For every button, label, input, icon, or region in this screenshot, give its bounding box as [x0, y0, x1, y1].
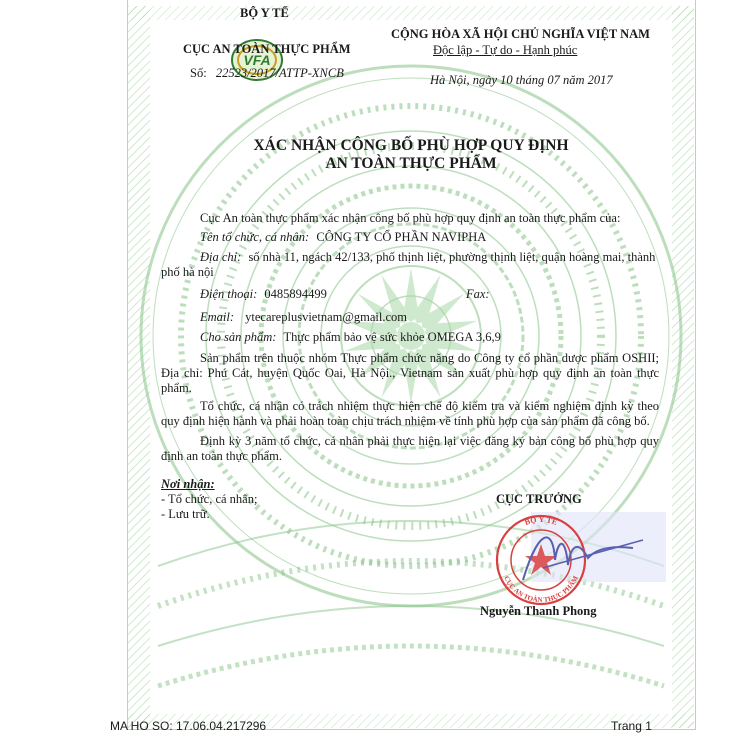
- page-border-right: [695, 0, 696, 730]
- phone-label: Điện thoại:: [200, 287, 258, 301]
- document-number: [190, 66, 344, 81]
- official-seal: [483, 510, 668, 610]
- email-label: Email:: [200, 310, 235, 324]
- address-value-line-2: phố hà nội: [161, 265, 214, 279]
- dossier-number: MA HO SO: 17.06.04.217296: [110, 719, 267, 733]
- organization-row: [200, 230, 486, 245]
- recipients-label: Nơi nhận:: [161, 477, 215, 491]
- email-row: [200, 310, 407, 325]
- signer-title: CỤC TRƯỞNG: [496, 492, 582, 506]
- email-value: ytecareplusvietnam@gmail.com: [245, 310, 407, 324]
- phone-row: [200, 287, 327, 302]
- product-value: Thực phẩm bảo vệ sức khỏe OMEGA 3,6,9: [283, 330, 501, 344]
- organization-value: CÔNG TY CỔ PHẦN NAVIPHA: [316, 230, 487, 244]
- intro-text: Cục An toàn thực phẩm xác nhận công bố phù hợp quy định an toàn thực phẩm của:: [200, 211, 621, 225]
- paragraph-manufacturer: Sản phẩm trên thuộc nhóm Thực phẩm chức năng do Công ty cổ phần dược phẩm OSHII; Địa chỉ: Phú Cát, huyện Quốc Oai, Hà Nội., Vietnam sản xuất phù hợp quy định an toàn thực phẩm.: [161, 351, 659, 395]
- department-name: CỤC AN TOÀN THỰC PHẨM: [183, 42, 351, 56]
- paragraph-responsibility: Tổ chức, cá nhân có trách nhiệm thực hiện chế độ kiểm tra và kiểm nghiệm định kỳ theo quy định hiện hành và phải hoàn toàn chịu trách nhiệm về tính phù hợp của sản phẩm đã công bố.: [161, 399, 659, 428]
- recipient-item: - Tổ chức, cá nhân;: [161, 492, 258, 506]
- national-motto: Độc lập - Tự do - Hạnh phúc: [433, 43, 578, 57]
- address-label: Địa chỉ:: [200, 250, 242, 264]
- paragraph-renewal: Định kỳ 3 năm tổ chức, cá nhân phải thực hiện lại việc đăng ký bản công bố phù hợp quy định an toàn thực phẩm.: [161, 434, 659, 463]
- certificate-page: [128, 6, 694, 728]
- title-line-2: AN TOÀN THỰC PHẨM: [325, 155, 497, 172]
- svg-text:CỤC AN TOÀN THỰC PHẨM: CỤC AN TOÀN THỰC PHẨM: [502, 574, 580, 605]
- fax-label: Fax:: [466, 287, 490, 301]
- ministry-name: BỘ Y TẾ: [240, 6, 289, 20]
- recipient-item: - Lưu trữ.: [161, 507, 210, 521]
- organization-label: Tên tổ chức, cá nhân:: [200, 230, 310, 244]
- number-value: 22523/2017/ATTP-XNCB: [215, 66, 344, 80]
- svg-text:BỘ Y TẾ: BỘ Y TẾ: [523, 514, 559, 527]
- address-row: [200, 250, 655, 265]
- svg-text:VFA: VFA: [243, 52, 271, 68]
- page-number: Trang 1: [611, 719, 652, 733]
- country-name: CỘNG HÒA XÃ HỘI CHỦ NGHĨA VIỆT NAM: [391, 27, 650, 41]
- title-line-1: XÁC NHẬN CÔNG BỐ PHÙ HỢP QUY ĐỊNH: [253, 137, 569, 154]
- phone-value: 0485894499: [264, 287, 327, 301]
- number-label: Số:: [190, 66, 207, 80]
- signer-name: Nguyễn Thanh Phong: [480, 604, 597, 618]
- place-date: Hà Nội, ngày 10 tháng 07 năm 2017: [430, 73, 613, 87]
- product-row: [200, 330, 501, 345]
- product-label: Cho sản phẩm:: [200, 330, 277, 344]
- address-value-line-1: số nhà 11, ngách 42/133, phố thịnh liệt, phường thịnh liệt, quận hoàng mai, thành: [248, 250, 656, 264]
